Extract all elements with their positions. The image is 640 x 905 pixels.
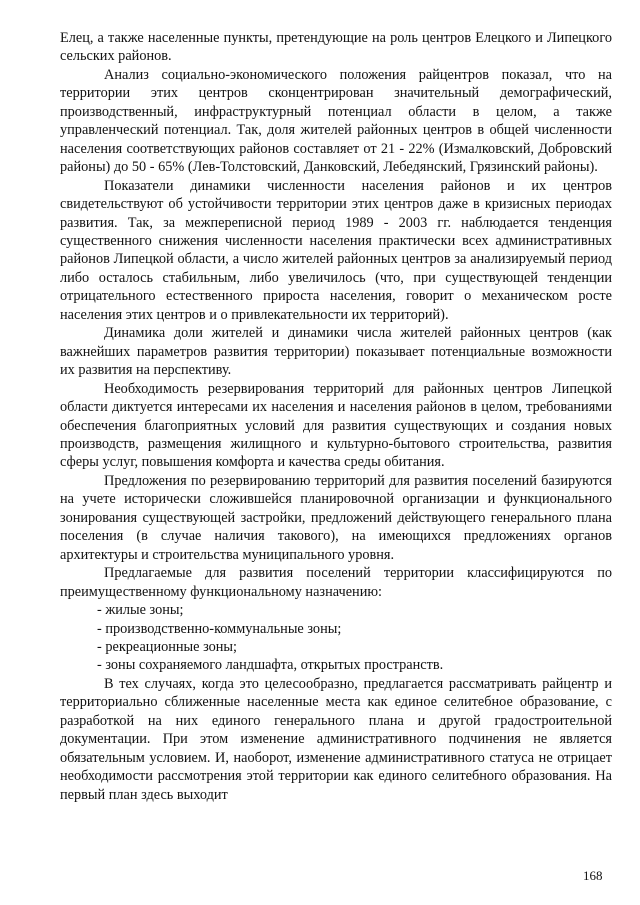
paragraph-unified-settlement: В тех случаях, когда это целесообразно, предлагается рассматривать райцентр и территориально сближенные населенные места как единое селитебное образование, с разработкой на них единого генерального плана и другой градостроительной документации. При этом изменение административного подчинения не является обязательным условием. И, наоборот, изменение административного статуса не отрицает необходимости рассмотрения этой территории как единого селитебного образования. На первый план здесь выходит [60, 675, 612, 803]
paragraph-socioeconomic-analysis: Анализ социально-экономического положения райцентров показал, что на территории этих центров сконцентрирован значительный демографический, производственный, инфраструктурный потенциал области в целом, а также управленческий потенциал. Так, доля жителей районных центров в общей численности населения соответствующих районов составляет от 21 - 22% (Измалковский, Добровский районы) до 50 - 65% (Лев-Толстовский, Данковский, Лебедянский, Грязинский районы). [60, 66, 612, 176]
list-item: - зоны сохраняемого ландшафта, открытых пространств. [97, 657, 444, 674]
paragraph-share-dynamics: Динамика доли жителей и динамики числа жителей районных центров (как важнейших параметров развития территории) показывает потенциальные возможности их развития на перспективу. [60, 325, 612, 379]
list-item: - производственно-коммунальные зоны; [97, 620, 342, 637]
document-page [60, 29, 612, 804]
paragraph-continuation: Елец, а также населенные пункты, претендующие на роль центров Елецкого и Липецкого сельских районов. [60, 30, 612, 65]
paragraph-reservation-necessity: Необходимость резервирования территорий для районных центров Липецкой области диктуется интересами их населения и населения районов в целом, требованиями обеспечения благоприятных условий для развития существующих и создания новых производств, размещения жилищного и культурно-бытового строительства, развития сферы услуг, повышения комфорта и качества среды обитания. [60, 380, 612, 471]
page-number: 168 [583, 868, 603, 883]
list-item: - рекреационные зоны; [97, 638, 238, 655]
paragraph-classification-intro: Предлагаемые для развития поселений территории классифицируются по преимущественному функциональному назначению: [60, 565, 612, 600]
paragraph-reservation-proposals: Предложения по резервированию территорий для развития поселений базируются на учете исторически сложившейся планировочной организации и функционального зонирования существующей застройки, предложений действующего генерального плана поселения (в случае наличия такового), на имеющихся предложениях органов архитектуры и строительства муниципального уровня. [60, 472, 612, 563]
zone-list [60, 601, 612, 675]
list-item: - жилые зоны; [97, 602, 184, 619]
paragraph-population-dynamics: Показатели динамики численности населения районов и их центров свидетельствуют об устойчивости территории этих центров даже в кризисных периодах развития. Так, за межпереписной период 1989 - 2003 гг. наблюдается тенденция существенного снижения численности населения практически всех административных районов Липецкой области, а число жителей районных центров за анализируемый период либо осталось стабильным, либо увеличилось (что, при существующей тенденции отрицательного естественного прироста населения, говорит о механическом росте населения этих центров и о привлекательности их территорий). [60, 177, 612, 323]
